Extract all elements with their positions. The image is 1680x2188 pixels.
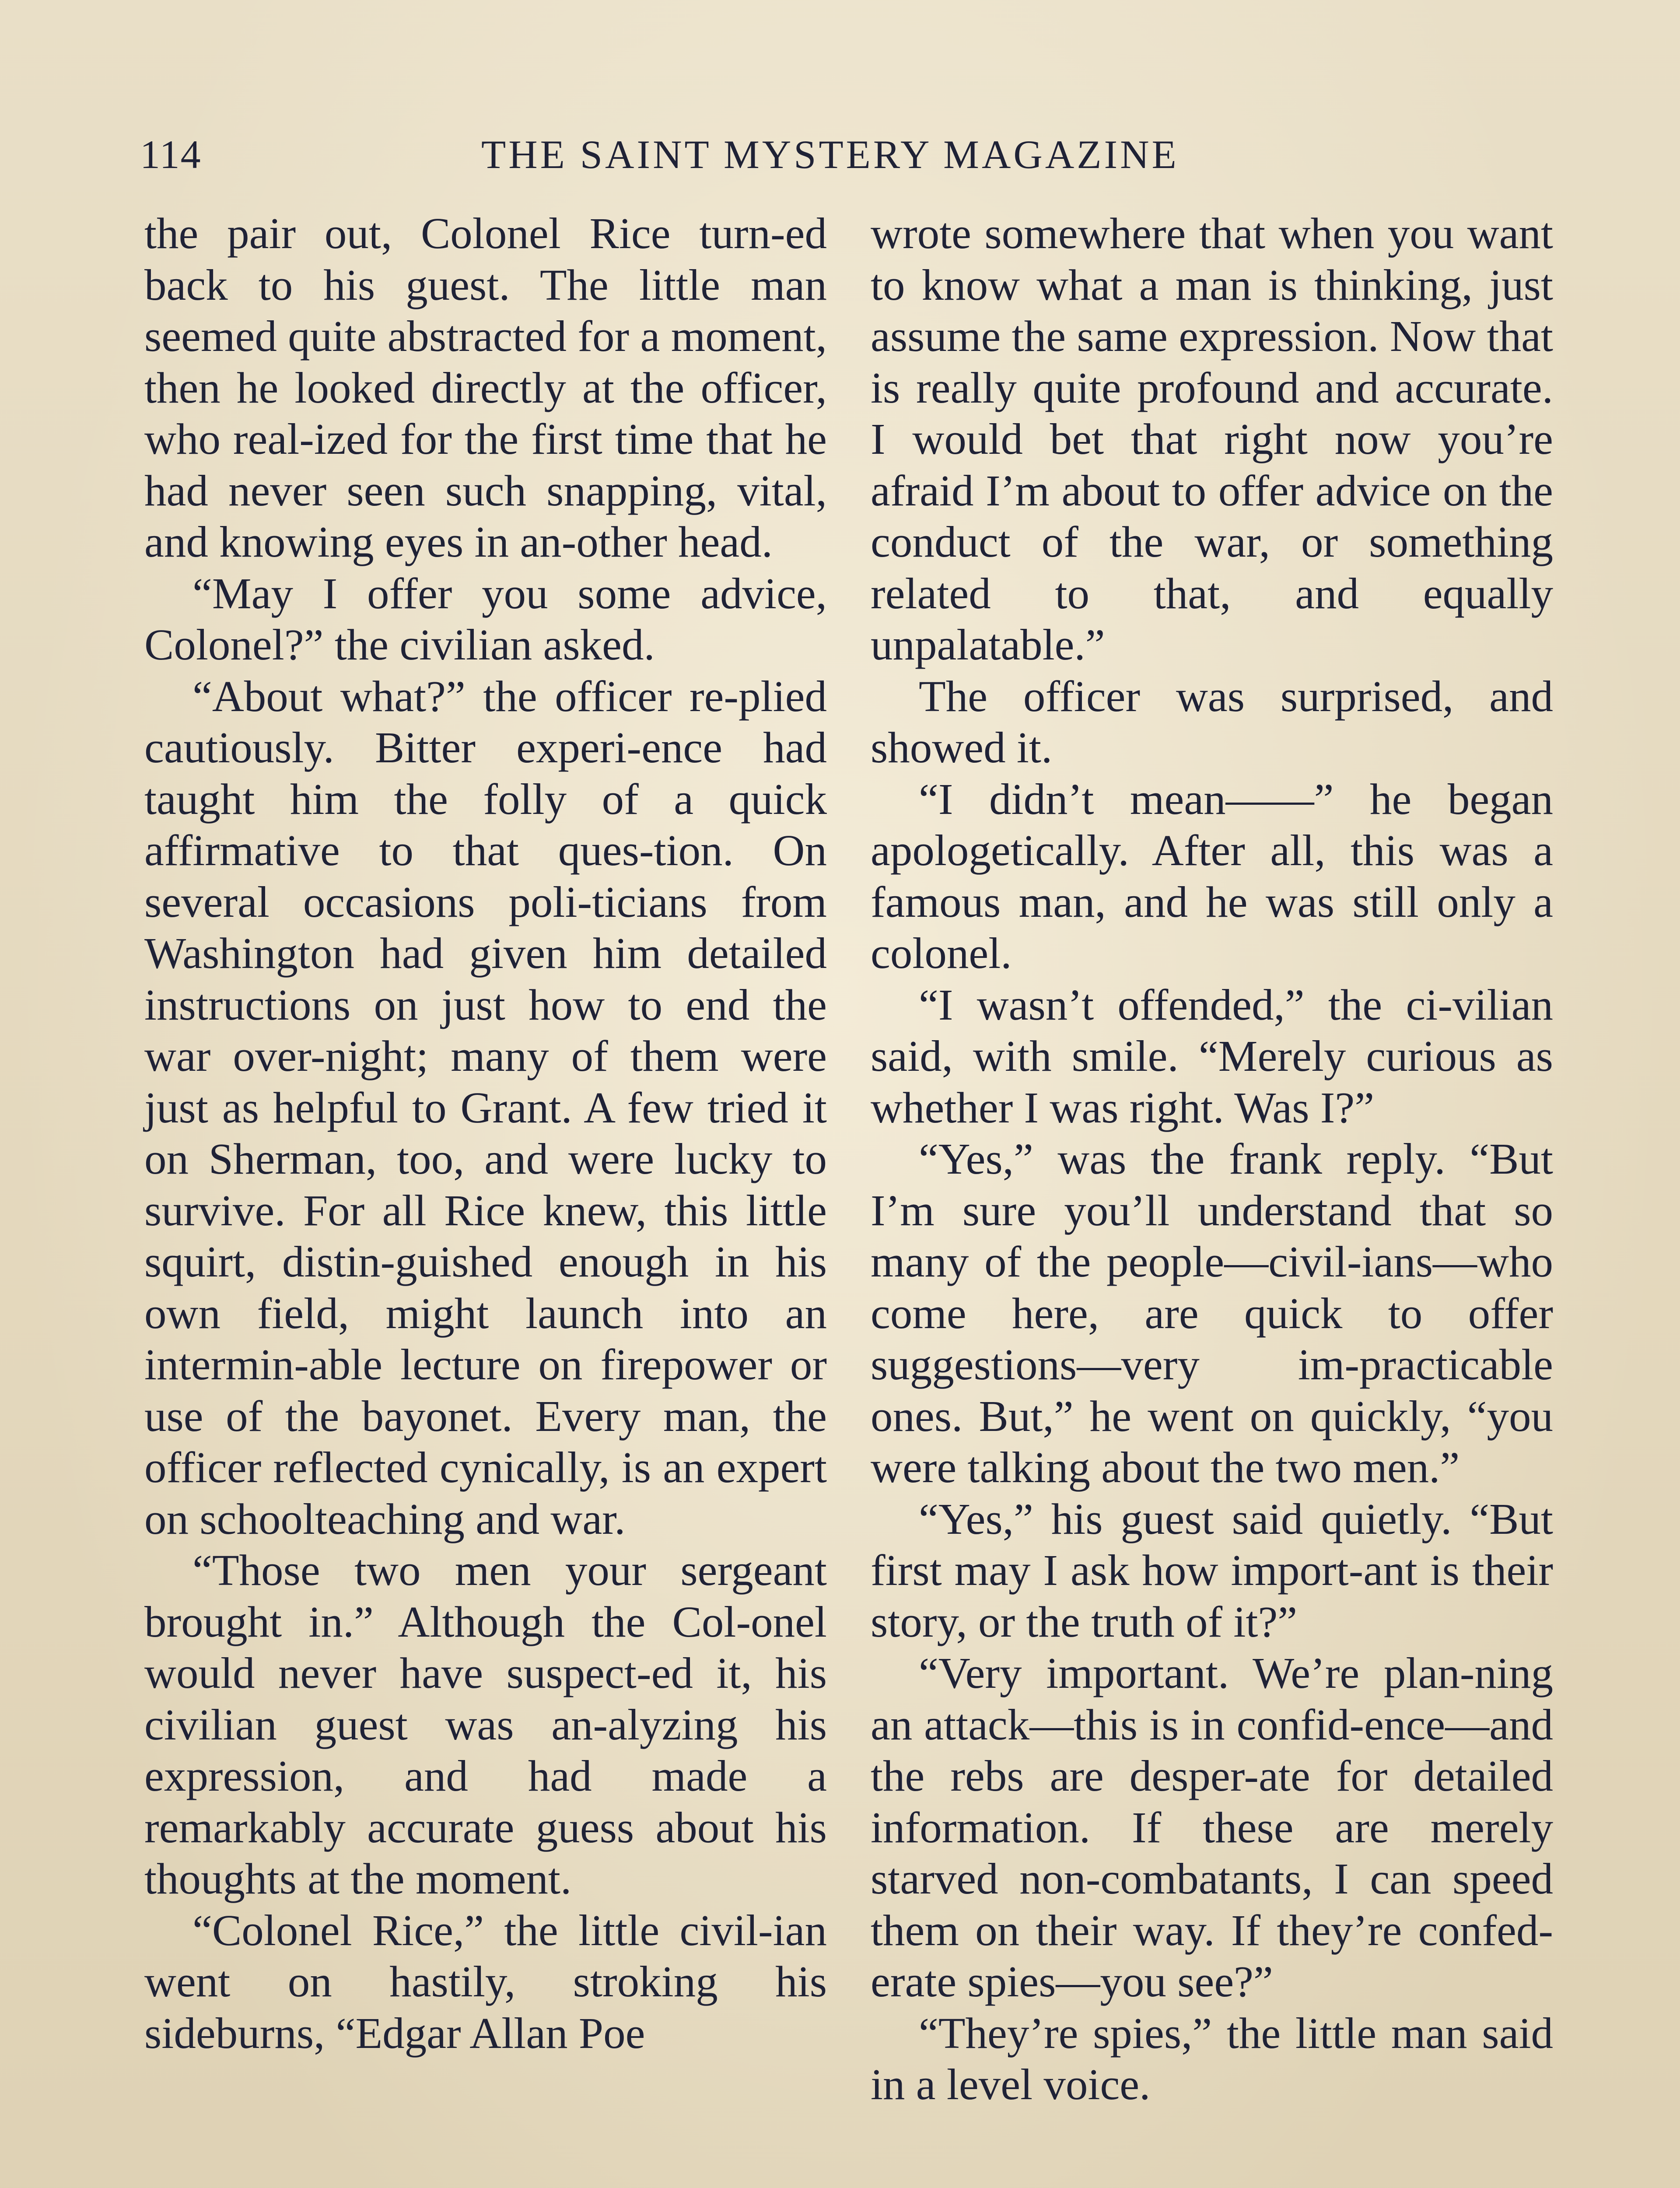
left-column	[144, 208, 827, 2059]
paragraph: “Yes,” his guest said quietly. “But first may I ask how import-ant is their story, or the truth of it?”	[871, 1494, 1553, 1646]
paragraph: “Colonel Rice,” the little civil-ian went on hastily, stroking his sideburns, “Edgar Allan Poe	[144, 1905, 827, 2058]
paragraph: “About what?” the officer re-plied cautiously. Bitter experi-ence had taught him the folly of a quick affirmative to that ques-tion. On several occasions poli-ticians from Washington had given him detailed instructions on just how to end the war over-night; many of them were just as helpful to Grant. A few tried it on Sherman, too, and were lucky to survive. For all Rice knew, this little squirt, distin-guished enough in his own field, might launch into an intermin-able lecture on firepower or use of the bayonet. Every man, the officer reflected cynically, is an expert on schoolteaching and war.	[144, 671, 827, 1543]
paragraph: “Those two men your sergeant brought in.” Although the Col-onel would never have suspect-ed it, his civilian guest was an-alyzing his expression, and had made a remarkably accurate guess about his thoughts at the moment.	[144, 1546, 827, 1903]
paragraph: “I wasn’t offended,” the ci-vilian said, with smile. “Merely curious as whether I was right. Was I?”	[871, 980, 1553, 1132]
paragraph: “Yes,” was the frank reply. “But I’m sure you’ll understand that so many of the people—civil-ians—who come here, are quick to offer suggestions—very im-practicable ones. But,” he went on quickly, “you were talking about the two men.”	[871, 1134, 1553, 1492]
page-number: 114	[140, 132, 202, 177]
magazine-title: THE SAINT MYSTERY MAGAZINE	[481, 132, 1179, 177]
paragraph: “I didn’t mean——” he began apologetically. After all, this was a famous man, and he was still only a colonel.	[871, 774, 1553, 978]
paragraph: “Very important. We’re plan-ning an attack—this is in confid-ence—and the rebs are desper-ate for detailed information. If these are merely starved non-combatants, I can speed them on their way. If they’re confed-erate spies—you see?”	[871, 1648, 1553, 2006]
paragraph: “They’re spies,” the little man said in a level voice.	[871, 2008, 1553, 2109]
paragraph: wrote somewhere that when you want to know what a man is thinking, just assume the same expression. Now that is really quite profound and accurate. I would bet that right now you’re afraid I’m about to offer advice on the conduct of the war, or something related to that, and equally unpalatable.”	[871, 209, 1553, 669]
paragraph: the pair out, Colonel Rice turn-ed back to his guest. The little man seemed quite abstracted for a moment, then he looked directly at the officer, who real-ized for the first time that he had never seen such snapping, vital, and knowing eyes in an-other head.	[144, 209, 827, 566]
paragraph: The officer was surprised, and showed it.	[871, 671, 1553, 772]
right-column	[871, 208, 1553, 2111]
paragraph: “May I offer you some advice, Colonel?” the civilian asked.	[144, 568, 827, 669]
running-head	[140, 131, 1190, 188]
